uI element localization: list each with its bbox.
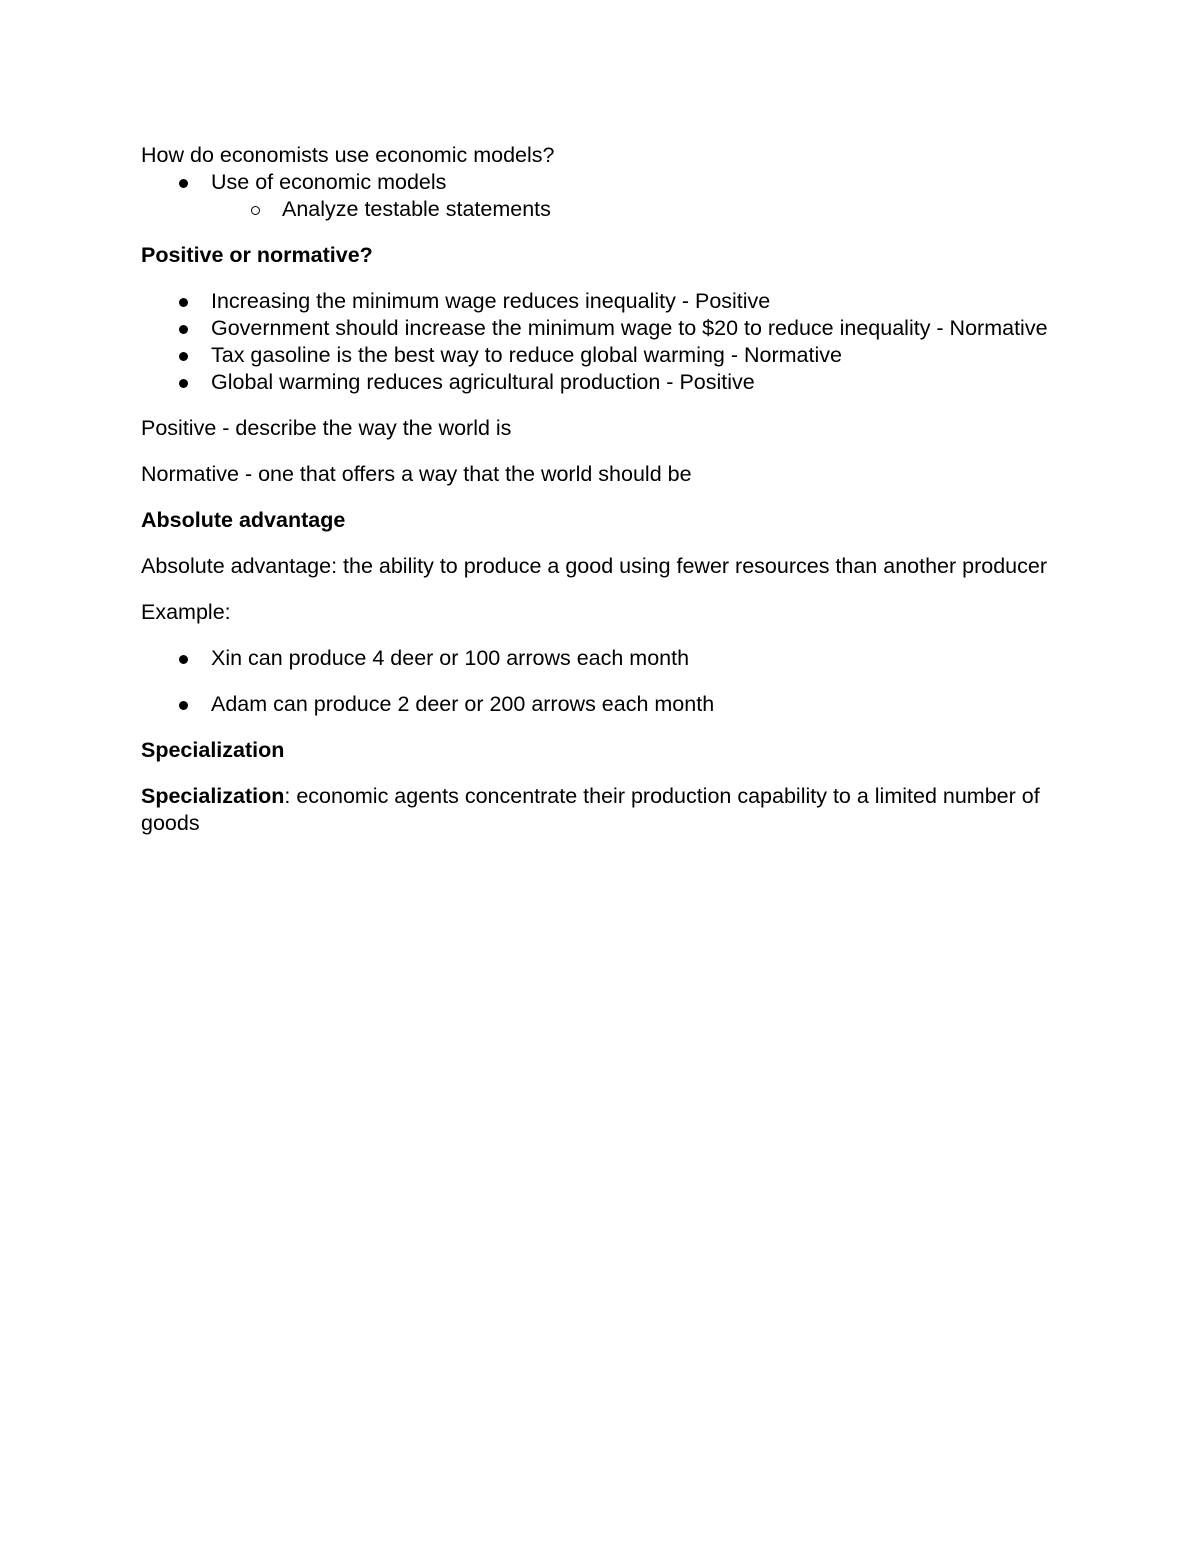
specialization-definition-text: : economic agents concentrate their production capability to a limited number of goods — [141, 784, 1040, 835]
example-label: Example: — [141, 600, 231, 624]
bullet-icon — [179, 298, 188, 307]
list-item-text: Use of economic models — [211, 170, 447, 194]
bullet-icon — [179, 655, 188, 664]
hollow-bullet-icon — [251, 206, 260, 215]
examples-list — [141, 645, 1051, 672]
list-item-text: Adam can produce 2 deer or 200 arrows each month — [211, 692, 715, 716]
list-item — [141, 288, 1051, 315]
list-item — [141, 315, 1051, 342]
bullet-icon — [179, 179, 188, 188]
list-item — [141, 691, 1051, 718]
bullet-icon — [179, 352, 188, 361]
document-page — [141, 142, 1051, 837]
positive-definition: Positive - describe the way the world is — [141, 416, 512, 440]
bullet-icon — [179, 379, 188, 388]
list-item — [141, 369, 1051, 396]
specialization-term: Specialization — [141, 784, 285, 808]
bullet-icon — [179, 701, 188, 710]
list-item-text: Increasing the minimum wage reduces inequality - Positive — [211, 289, 771, 313]
examples-list — [141, 691, 1051, 718]
heading-positive-normative: Positive or normative? — [141, 243, 373, 267]
list-item-text: Xin can produce 4 deer or 100 arrows each month — [211, 646, 690, 670]
list-item-text: Tax gasoline is the best way to reduce global warming - Normative — [211, 343, 842, 367]
list-item-text: Government should increase the minimum wage to $20 to reduce inequality - Normative — [211, 316, 1048, 340]
heading-specialization: Specialization — [141, 738, 285, 762]
list-item — [141, 169, 1051, 196]
list-item — [141, 342, 1051, 369]
list-item-text: Global warming reduces agricultural production - Positive — [211, 370, 755, 394]
normative-definition: Normative - one that offers a way that the world should be — [141, 462, 692, 486]
sub-list-item — [141, 196, 1051, 223]
intro-list — [141, 169, 1051, 223]
bullet-icon — [179, 325, 188, 334]
intro-question: How do economists use economic models? — [141, 143, 555, 167]
sub-list-item-text: Analyze testable statements — [282, 197, 551, 221]
specialization-definition — [141, 783, 1051, 837]
heading-absolute-advantage: Absolute advantage — [141, 508, 346, 532]
statements-list — [141, 288, 1051, 396]
list-item — [141, 645, 1051, 672]
absolute-advantage-definition: Absolute advantage: the ability to produce a good using fewer resources than another producer — [141, 554, 1047, 578]
